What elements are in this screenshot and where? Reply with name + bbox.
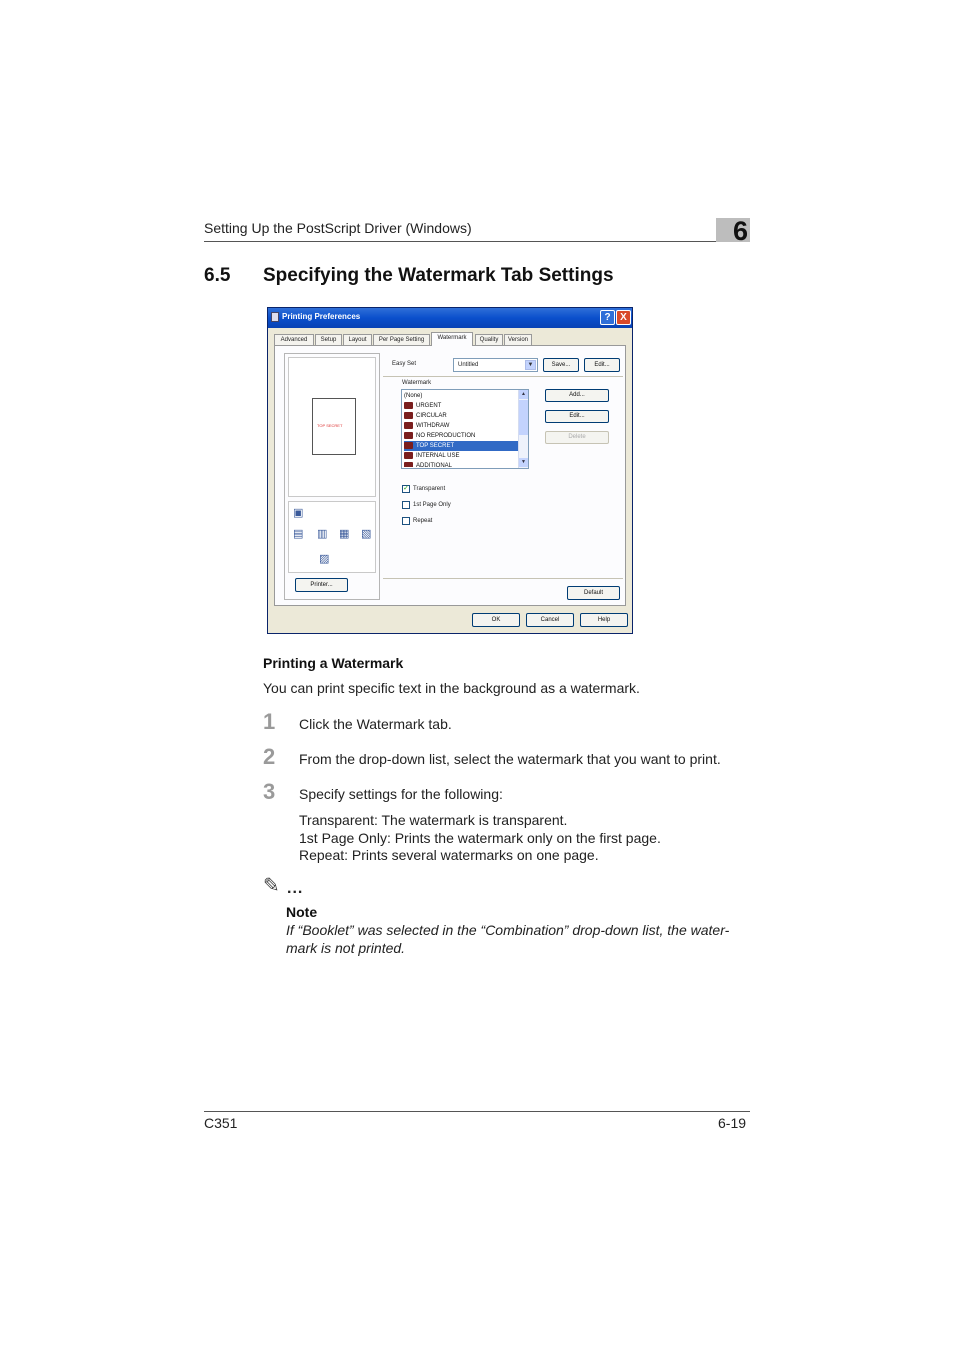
layout-icons-area <box>288 501 376 573</box>
close-icon[interactable]: X <box>616 310 631 325</box>
default-button[interactable]: Default <box>567 586 620 600</box>
preview-pane <box>284 353 380 600</box>
tab-layout[interactable]: Layout <box>343 334 372 345</box>
easy-set-edit-button[interactable]: Edit... <box>584 358 620 372</box>
tab-watermark[interactable]: Watermark <box>431 332 473 346</box>
detail-line: Transparent: The watermark is transparent. <box>299 812 568 828</box>
tab-per-page-setting[interactable]: Per Page Setting <box>373 334 430 345</box>
group-divider <box>383 376 623 377</box>
duplex-icon: ▦ <box>339 528 350 540</box>
section-title: Specifying the Watermark Tab Settings <box>263 265 614 286</box>
detail-line: 1st Page Only: Prints the watermark only on the first page. <box>299 830 661 846</box>
stamp-icon <box>404 412 413 419</box>
step-number: 1 <box>263 709 276 734</box>
repeat-checkbox[interactable] <box>402 517 410 525</box>
watermark-label: Watermark <box>402 380 432 386</box>
subheading: Printing a Watermark <box>263 655 404 671</box>
paper-feed-icon: ▤ <box>293 528 304 540</box>
paper-stack-icon: ▥ <box>317 528 328 540</box>
easy-set-dropdown[interactable] <box>453 358 538 372</box>
page-preview <box>312 398 356 455</box>
step-text: From the drop-down list, select the watermark that you want to print. <box>299 751 721 767</box>
list-item[interactable]: INTERNAL USE <box>404 451 518 461</box>
list-item[interactable]: ADDITIONAL <box>404 461 518 467</box>
tab-setup[interactable]: Setup <box>315 334 342 345</box>
tab-advanced[interactable]: Advanced <box>274 334 314 345</box>
printing-preferences-dialog <box>267 307 633 634</box>
step-text: Click the Watermark tab. <box>299 716 452 732</box>
stamp-icon <box>404 462 413 467</box>
edit-button[interactable]: Edit... <box>545 410 609 423</box>
note-title: Note <box>286 904 318 920</box>
scroll-thumb[interactable] <box>519 400 528 435</box>
dialog-title: Printing Preferences <box>282 312 361 321</box>
tab-quality[interactable]: Quality <box>475 334 503 345</box>
page-preview-area <box>288 357 376 497</box>
pencil-icon: ✎ <box>263 875 280 897</box>
page-number: 6-19 <box>718 1115 747 1131</box>
printer-button[interactable]: Printer... <box>295 578 348 592</box>
footer-model: C351 <box>204 1115 238 1131</box>
tab-version[interactable]: Version <box>504 334 532 345</box>
save-button[interactable]: Save... <box>543 358 579 372</box>
printer-icon: ▣ <box>293 507 304 519</box>
header-rule <box>204 241 750 242</box>
list-item[interactable]: NO REPRODUCTION <box>404 431 518 441</box>
watermark-panel <box>274 345 626 606</box>
step-text: Specify settings for the following: <box>299 786 503 802</box>
first-page-only-label: 1st Page Only <box>413 502 451 508</box>
stamp-icon <box>404 402 413 409</box>
footer-rule <box>204 1111 750 1112</box>
stamp-icon <box>404 422 413 429</box>
list-item-selected[interactable]: TOP SECRET <box>404 441 518 451</box>
dialog-titlebar <box>268 308 632 328</box>
chevron-down-icon[interactable]: ▼ <box>525 360 536 370</box>
repeat-label: Repeat <box>413 518 433 524</box>
scroll-up-icon[interactable]: ▲ <box>519 390 528 399</box>
printer-app-icon <box>271 312 279 322</box>
detail-line: Repeat: Prints several watermarks on one page. <box>299 847 599 863</box>
help-button[interactable]: Help <box>580 613 628 627</box>
transparent-label: Transparent <box>413 486 446 492</box>
running-header: Setting Up the PostScript Driver (Windows) <box>204 220 472 236</box>
panel-divider <box>383 578 623 579</box>
cancel-button[interactable]: Cancel <box>526 613 574 627</box>
help-icon[interactable]: ? <box>600 310 615 325</box>
scroll-down-icon[interactable]: ▼ <box>519 458 528 467</box>
ok-button[interactable]: OK <box>472 613 520 627</box>
preview-watermark-text: TOP SECRET <box>317 423 343 428</box>
step-number: 3 <box>263 779 276 804</box>
tray-icon: ▨ <box>319 553 330 565</box>
easy-set-label: Easy Set <box>392 361 417 367</box>
easy-set-value: Untitled <box>458 362 479 368</box>
transparent-checkbox[interactable]: ✓ <box>403 485 409 492</box>
first-page-only-checkbox[interactable] <box>402 501 410 509</box>
section-number: 6.5 <box>204 265 231 286</box>
list-item[interactable]: (None) <box>404 393 423 399</box>
chapter-number: 6 <box>732 216 748 246</box>
stamp-icon <box>404 442 413 449</box>
stamp-icon <box>404 452 413 459</box>
list-scrollbar[interactable] <box>518 390 528 468</box>
list-item[interactable]: URGENT <box>404 401 518 411</box>
step-number: 2 <box>263 744 276 769</box>
watermark-list[interactable] <box>401 389 529 469</box>
add-button[interactable]: Add... <box>545 389 609 402</box>
list-item[interactable]: WITHDRAW <box>404 421 518 431</box>
list-item[interactable]: CIRCULAR <box>404 411 518 421</box>
intro-text: You can print specific text in the background as a watermark. <box>263 680 640 696</box>
note-text: If “Booklet” was selected in the “Combination” drop-down list, the water-mark is not printed. <box>286 922 730 956</box>
delete-button[interactable]: Delete <box>545 431 609 444</box>
stamp-icon <box>404 432 413 439</box>
note-dots: ... <box>287 880 304 897</box>
output-icon: ▧ <box>361 528 372 540</box>
